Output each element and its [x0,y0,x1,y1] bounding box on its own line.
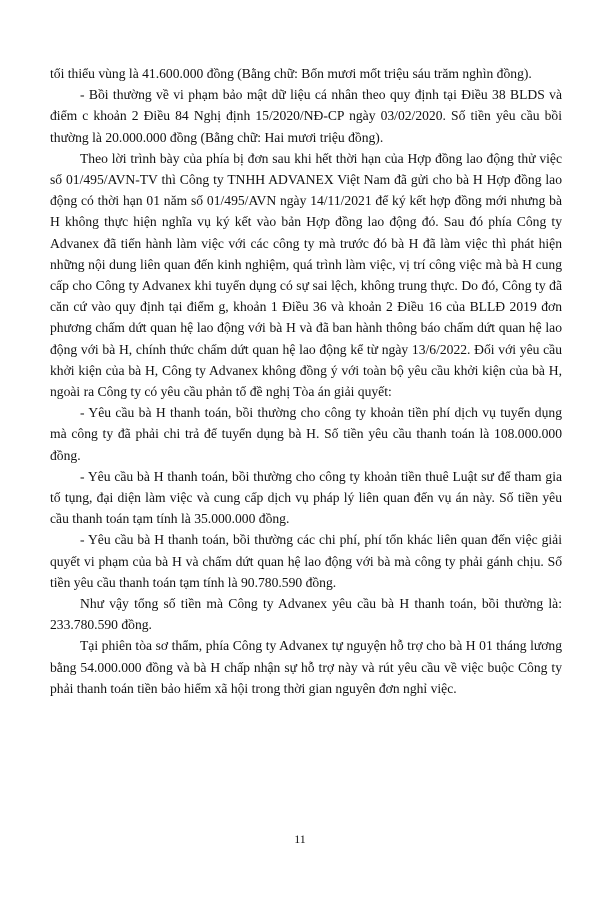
paragraph-data-privacy-claim: - Bồi thường về vi phạm bảo mật dữ liệu cá nhân theo quy định tại Điều 38 BLDS và điểm c khoản 2 Điều 84 Nghị định 15/2020/NĐ-CP ngày 03/02/2020. Số tiền yêu cầu bồi thường là 20.000.000 đồng (Bằng chữ: Hai mươi triệu đồng). [50,87,562,145]
page-number: 11 [294,832,306,846]
paragraph-lawyer-fee-claim: - Yêu cầu bà H thanh toán, bồi thường cho công ty khoản tiền thuê Luật sư để tham gia tố tụng, đại diện làm việc và cung cấp dịch vụ pháp lý liên quan đến vụ án này. Số tiền yêu cầu thanh toán tạm tính là 35.000.000 đồng. [50,468,562,527]
paragraph-continuation: tối thiểu vùng là 41.600.000 đồng (Bằng chữ: Bốn mươi mốt triệu sáu trăm nghìn đồng). [50,66,532,81]
paragraph-total-claim: Như vậy tổng số tiền mà Công ty Advanex yêu cầu bà H thanh toán, bồi thường là: 233.780.590 đồng. [50,596,562,633]
paragraph-first-instance-hearing: Tại phiên tòa sơ thẩm, phía Công ty Advanex tự nguyện hỗ trợ cho bà H 01 tháng lương bằng 54.000.000 đồng và bà H chấp nhận sự hỗ trợ này và rút yêu cầu về việc buộc Công ty phải thanh toán tiền bảo hiểm xã hội trong thời gian nguyên đơn nghỉ việc. [50,638,562,696]
document-body [50,63,562,699]
paragraph-defendant-statement: Theo lời trình bày của phía bị đơn sau khi hết thời hạn của Hợp đồng lao động thử việc số 01/495/AVN-TV thì Công ty TNHH ADVANEX Việt Nam đã gửi cho bà H Hợp đồng lao động có thời hạn 01 năm số 01/495/AVN ngày 14/11/2021 để ký kết hợp đồng mới nhưng bà H không thực hiện nghĩa vụ ký kết vào bản Hợp đồng lao động đó. Sau đó phía Công ty Advanex đã tiến hành làm việc với các công ty mà trước đó bà H đã làm việc thì phát hiện những nội dung liên quan đến kinh nghiệm, quá trình làm việc, vị trí công việc mà bà H cung cấp cho Công ty Advanex khi tuyển dụng có sự sai lệch, không trung thực. Do đó, Công ty đã căn cứ vào quy định tại điểm g, khoản 1 Điều 36 và khoản 2 Điều 16 của BLLĐ 2019 đơn phương chấm dứt quan hệ lao động với bà H và đã ban hành thông báo chấm dứt quan hệ lao động với bà H, chính thức chấm dứt quan hệ lao động kể từ ngày 13/6/2022. Đối với yêu cầu khởi kiện của bà H, Công ty Advanex không đồng ý với toàn bộ yêu cầu khởi kiện của bà H, ngoài ra Công ty có yêu cầu phản tố đề nghị Tòa án giải quyết: [50,150,562,400]
paragraph-recruitment-fee-claim: - Yêu cầu bà H thanh toán, bồi thường cho công ty khoản tiền phí dịch vụ tuyển dụng mà công ty đã phải chi trả để tuyển dụng bà H. Số tiền yêu cầu thanh toán là 108.000.000 đồng. [50,405,562,463]
paragraph-other-costs-claim: - Yêu cầu bà H thanh toán, bồi thường các chi phí, phí tổn khác liên quan đến việc giải quyết vi phạm của bà H và chấm dứt quan hệ lao động với bà mà công ty phải gánh chịu. Số tiền yêu cầu thanh toán tạm tính là 90.780.590 đồng. [50,532,562,590]
